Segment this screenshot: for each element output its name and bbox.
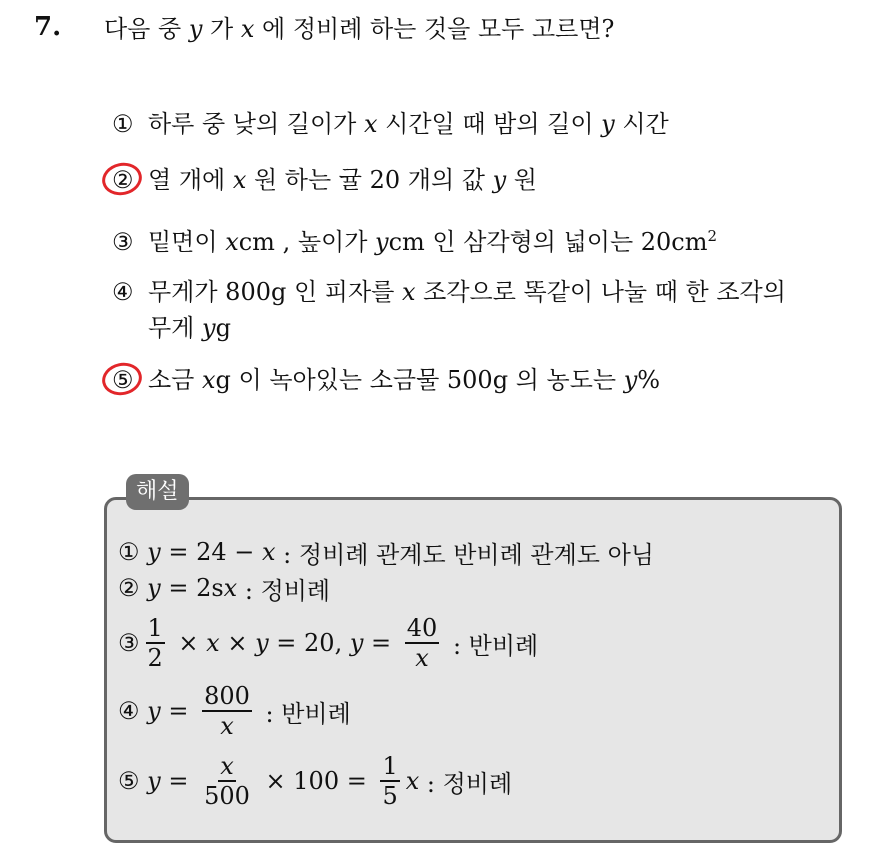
choice-4[interactable]: ④ 무게가 800g 인 피자를 x 조각으로 똑같이 나눌 때 한 조각의 무게 yg [112,278,786,342]
solution-line-2: ② y = 2s x : 정비례 [118,574,331,605]
question-number: 7. [34,12,62,42]
solution-line-4: ④ y = $\frac{800}{x}$ : 반비례 [118,682,351,740]
choice-2[interactable]: ② 열 개에 x 원 하는 귤 20 개의 값 y 원 [112,166,537,194]
solution-label: 해설 [126,474,189,510]
choice-1[interactable]: ① 하루 중 낮의 길이가 x 시간일 때 밤의 길이 y 시간 [112,110,669,138]
fraction: $\frac{40}{x}$ [406,614,438,672]
fraction: $\frac{800}{x}$ [204,682,250,740]
solution-line-5: ⑤ y = $\frac{x}{500}$ × 100 = $\frac{1}{5}$ x : 정비례 [118,752,513,810]
solution-line-3: ③ $\frac{1}{2}$ × x × y = 20, y = $\frac{40}{x}$ : 반비례 [118,614,539,672]
fraction: $\frac{1}{2}$ [147,614,163,672]
fraction: $\frac{1}{5}$ [382,752,398,810]
choice-5[interactable]: ⑤ 소금 xg 이 녹아있는 소금물 500g 의 농도는 y% [112,366,661,394]
solution-line-1: ① y = 24 − x : 정비례 관계도 반비례 관계도 아님 [118,538,654,569]
question-text: 다음 중 y 가 x 에 정비례 하는 것을 모두 고르면? [104,15,615,43]
choice-3[interactable]: ③ 밑면이 xcm , 높이가 ycm 인 삼각형의 넓이는 $20cm^2$ [112,227,718,256]
fraction: $\frac{x}{500}$ [204,752,250,810]
